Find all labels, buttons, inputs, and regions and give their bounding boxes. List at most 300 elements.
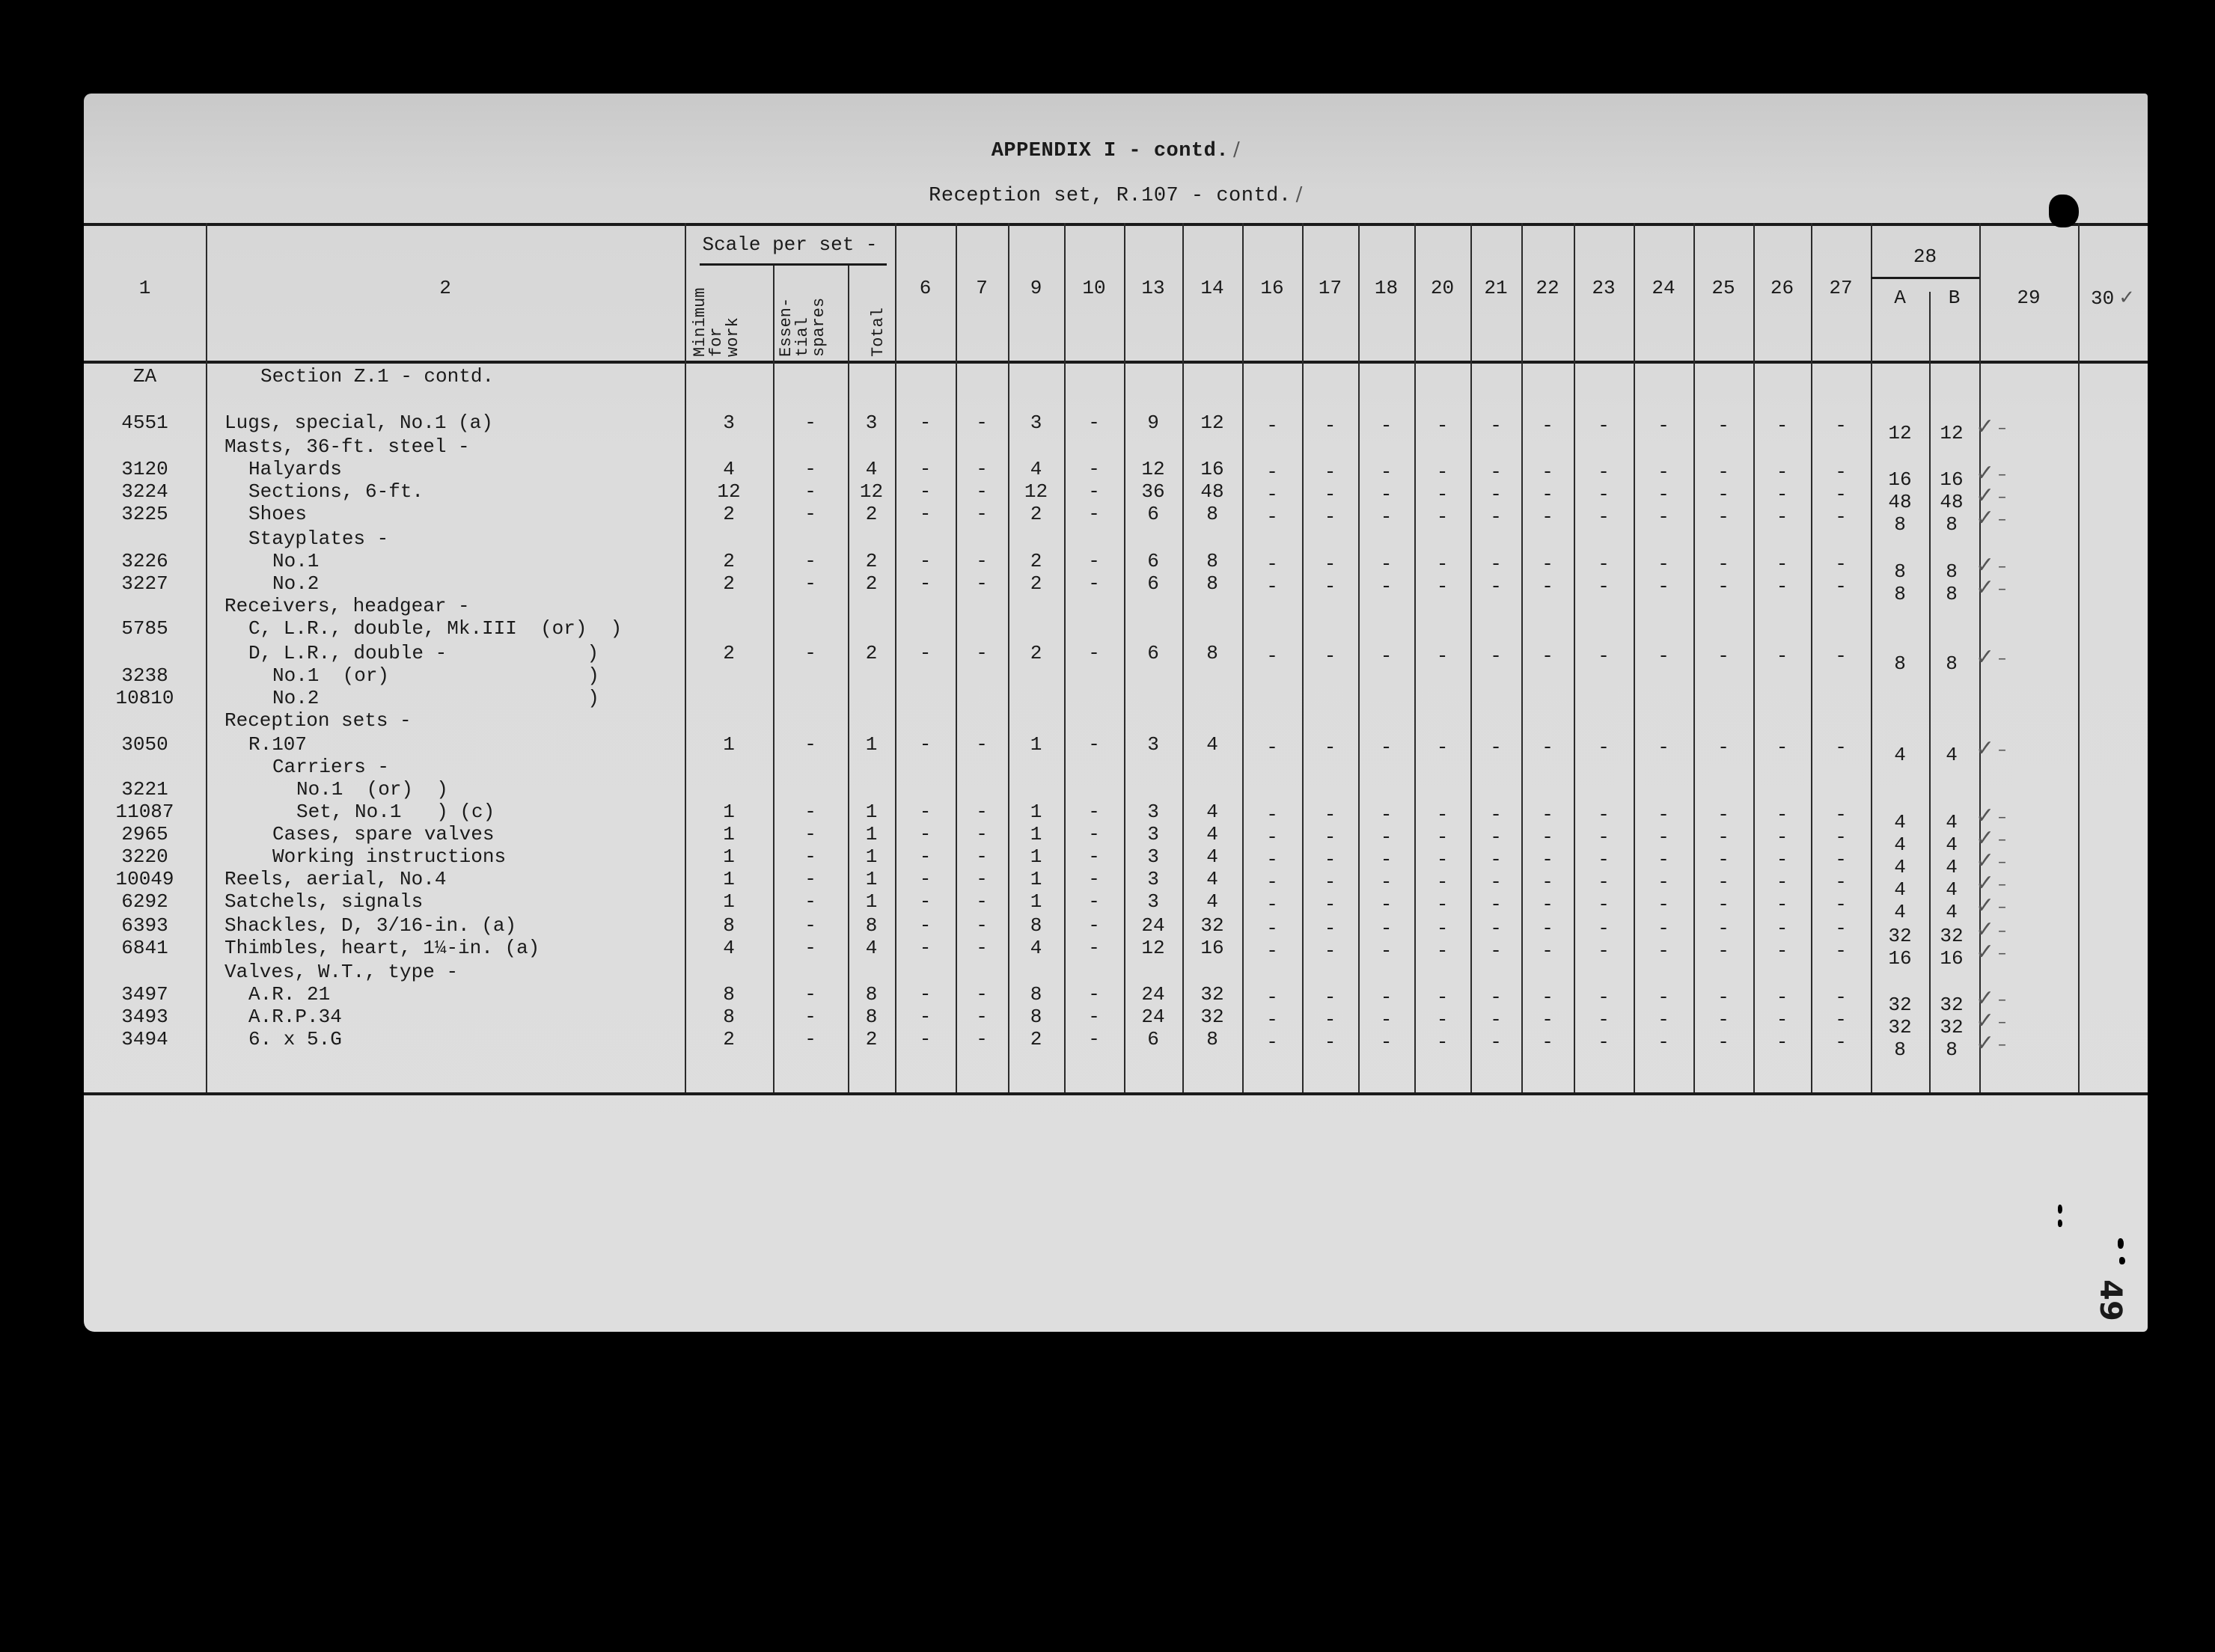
cell-c9: 2 <box>1030 503 1042 525</box>
cell-dash: - <box>1835 483 1847 506</box>
item-description: A.R. 21 <box>248 983 331 1006</box>
cell-dash: - <box>1598 736 1610 759</box>
section-label: Section Z.1 - contd. <box>260 365 495 388</box>
cell-dash: - <box>1436 1031 1449 1053</box>
cell-ess: - <box>804 845 816 868</box>
item-description: C, L.R., double, Mk.III (or) ) <box>248 617 623 640</box>
cell-c9: 4 <box>1030 458 1042 480</box>
cell-dash: - <box>1266 483 1278 506</box>
cell-dash: - <box>1598 645 1610 667</box>
cell-c14: 48 <box>1200 480 1224 503</box>
cell-dash: - <box>1776 848 1788 871</box>
cell-c6: - <box>919 503 932 525</box>
cell-dash: - <box>1835 893 1847 916</box>
cell-dash: - <box>1542 575 1553 598</box>
cell-28a: 32 <box>1888 925 1912 947</box>
cell-c14: 16 <box>1200 937 1224 959</box>
cell-ess: - <box>804 801 816 823</box>
cell-total: 1 <box>865 890 878 913</box>
cell-dash: - <box>1380 917 1393 940</box>
cell-dash: - <box>1380 414 1393 437</box>
cell-c13: 6 <box>1147 572 1159 595</box>
item-description: Halyards <box>248 458 342 480</box>
cell-dash: - <box>1436 893 1449 916</box>
item-code: 3224 <box>121 480 168 503</box>
cell-dash: - <box>1598 848 1610 871</box>
cell-dash: - <box>1717 1009 1729 1031</box>
cell-28b: 32 <box>1940 925 1964 947</box>
cell-c13: 6 <box>1147 1028 1159 1050</box>
appendix-title-text: APPENDIX I - contd. <box>991 140 1229 162</box>
cell-dash: - <box>1658 414 1669 437</box>
item-code: 2965 <box>121 823 168 845</box>
cell-dash: - <box>1658 826 1669 848</box>
appendix-subtitle <box>84 183 2148 207</box>
tick-mark: ✓ <box>2118 287 2135 309</box>
cell-dash: - <box>1776 506 1788 528</box>
cell-c10: - <box>1088 823 1100 845</box>
col-29-header: 29 <box>2017 287 2041 309</box>
cell-c13: 36 <box>1141 480 1165 503</box>
cell-dash: - <box>1658 506 1669 528</box>
page-number: 49 <box>2092 1279 2127 1321</box>
cell-dash: - <box>1436 826 1449 848</box>
item-description: Thimbles, heart, 1¼-in. (a) <box>224 937 540 959</box>
cell-c7: - <box>976 914 988 937</box>
item-code: 10049 <box>115 868 174 890</box>
cell-c9: 1 <box>1030 890 1042 913</box>
cell-c9: 3 <box>1030 412 1042 434</box>
item-description: Working instructions <box>272 845 507 868</box>
cell-c6: - <box>919 914 932 937</box>
cell-c10: - <box>1088 937 1100 959</box>
cell-dash: - <box>1717 893 1729 916</box>
cell-dash: - <box>1490 506 1502 528</box>
cell-c9: 2 <box>1030 550 1042 572</box>
cell-28a: 4 <box>1894 833 1906 856</box>
cell-28a: 8 <box>1894 652 1906 675</box>
cell-c14: 16 <box>1200 458 1224 480</box>
cell-c14: 32 <box>1200 983 1224 1006</box>
cell-c7: - <box>976 642 988 664</box>
cell-c6: - <box>919 480 932 503</box>
cell-total: 1 <box>865 733 878 756</box>
cell-dash: - <box>1717 736 1729 759</box>
cell-min: 8 <box>723 983 735 1006</box>
document-page <box>84 94 2148 1332</box>
cell-c13: 24 <box>1141 914 1165 937</box>
cell-dash: - <box>1266 893 1278 916</box>
cell-dash: - <box>1324 848 1336 871</box>
item-code: 3226 <box>121 550 168 572</box>
cell-c9: 1 <box>1030 733 1042 756</box>
item-description: A.R.P.34 <box>248 1006 342 1028</box>
cell-total: 1 <box>865 823 878 845</box>
item-description: R.107 <box>248 733 308 756</box>
cell-c14: 8 <box>1206 572 1218 595</box>
cell-dash: - <box>1658 461 1669 483</box>
cell-min: 1 <box>723 845 735 868</box>
cell-dash: - <box>1324 804 1336 826</box>
col-9-header: 9 <box>1030 277 1042 299</box>
cell-dash: - <box>1490 986 1502 1009</box>
cell-dash: - <box>1490 461 1502 483</box>
cell-c10: - <box>1088 550 1100 572</box>
cell-min: 2 <box>723 1028 735 1050</box>
cell-dash: - <box>1542 461 1553 483</box>
item-description: No.1 (or) ) <box>272 664 599 687</box>
cell-c6: - <box>919 412 932 434</box>
cell-dash: - <box>1490 483 1502 506</box>
cell-ess: - <box>804 890 816 913</box>
cell-c10: - <box>1088 572 1100 595</box>
cell-28a: 4 <box>1894 744 1906 766</box>
col-10-header: 10 <box>1082 277 1106 299</box>
dash-mark: – <box>1998 580 2006 599</box>
cell-28b: 16 <box>1940 947 1964 970</box>
cell-28a: 32 <box>1888 1016 1912 1038</box>
dash-mark: – <box>1998 944 2006 963</box>
check-mark: ✓ <box>1976 985 1995 1012</box>
cell-c7: - <box>976 845 988 868</box>
cell-c14: 32 <box>1200 1006 1224 1028</box>
cell-c10: - <box>1088 801 1100 823</box>
item-code: 5785 <box>121 617 168 640</box>
cell-min: 2 <box>723 550 735 572</box>
cell-c13: 6 <box>1147 550 1159 572</box>
cell-c7: - <box>976 480 988 503</box>
cell-dash: - <box>1490 736 1502 759</box>
cell-c9: 1 <box>1030 801 1042 823</box>
cell-c13: 24 <box>1141 1006 1165 1028</box>
cell-total: 4 <box>865 937 878 959</box>
check-mark: ✓ <box>1976 414 1995 440</box>
cell-dash: - <box>1658 553 1669 575</box>
cell-c10: - <box>1088 890 1100 913</box>
cell-total: 1 <box>865 801 878 823</box>
item-description: Carriers - <box>272 756 390 778</box>
check-mark: ✓ <box>1976 825 1995 851</box>
cell-ess: - <box>804 868 816 890</box>
cell-c14: 4 <box>1206 801 1218 823</box>
cell-c13: 24 <box>1141 983 1165 1006</box>
cell-dash: - <box>1490 414 1502 437</box>
cell-dash: - <box>1380 483 1393 506</box>
cell-c9: 8 <box>1030 914 1042 937</box>
cell-28a: 16 <box>1888 468 1912 491</box>
col-2-header: 2 <box>439 277 451 299</box>
dash-mark: – <box>1998 557 2006 576</box>
cell-ess: - <box>804 823 816 845</box>
cell-total: 2 <box>865 642 878 664</box>
cell-dash: - <box>1776 1031 1788 1053</box>
cell-dash: - <box>1542 645 1553 667</box>
cell-dash: - <box>1324 506 1336 528</box>
cell-c9: 2 <box>1030 642 1042 664</box>
cell-ess: - <box>804 550 816 572</box>
cell-28a: 4 <box>1894 878 1906 901</box>
item-code: 11087 <box>115 801 174 823</box>
cell-total: 2 <box>865 572 878 595</box>
cell-c6: - <box>919 733 932 756</box>
dash-mark: – <box>1998 465 2006 484</box>
dash-mark: – <box>1998 1035 2006 1054</box>
cell-dash: - <box>1324 575 1336 598</box>
col-17-header: 17 <box>1318 277 1342 299</box>
cell-dash: - <box>1717 940 1729 962</box>
cell-c14: 4 <box>1206 733 1218 756</box>
cell-dash: - <box>1266 871 1278 893</box>
cell-c9: 2 <box>1030 1028 1042 1050</box>
cell-dash: - <box>1717 575 1729 598</box>
tick-mark: / <box>1295 183 1303 206</box>
check-mark: ✓ <box>1976 917 1995 943</box>
appendix-subtitle-text: Reception set, R.107 - contd. <box>929 185 1292 207</box>
cell-dash: - <box>1436 483 1449 506</box>
item-description: Satchels, signals <box>224 890 424 913</box>
cell-dash: - <box>1542 553 1553 575</box>
cell-dash: - <box>1598 871 1610 893</box>
cell-dash: - <box>1835 848 1847 871</box>
essential-spares-header: Essen- tial spares <box>777 297 828 357</box>
cell-dash: - <box>1658 645 1669 667</box>
page-mark-dot <box>2058 1205 2062 1214</box>
cell-28a: 8 <box>1894 560 1906 583</box>
item-code: 6841 <box>121 937 168 959</box>
dash-mark: – <box>1998 853 2006 872</box>
item-description: Masts, 36-ft. steel - <box>224 435 470 458</box>
cell-dash: - <box>1380 804 1393 826</box>
scale-per-set-header: Scale per set - <box>702 233 878 256</box>
cell-dash: - <box>1436 575 1449 598</box>
cell-c7: - <box>976 503 988 525</box>
cell-c14: 4 <box>1206 890 1218 913</box>
check-mark: ✓ <box>1976 735 1995 762</box>
cell-dash: - <box>1266 645 1278 667</box>
cell-total: 2 <box>865 503 878 525</box>
cell-dash: - <box>1436 553 1449 575</box>
cell-c14: 4 <box>1206 868 1218 890</box>
cell-ess: - <box>804 642 816 664</box>
cell-dash: - <box>1436 940 1449 962</box>
cell-dash: - <box>1658 483 1669 506</box>
cell-dash: - <box>1324 483 1336 506</box>
cell-28b: 16 <box>1940 468 1964 491</box>
cell-28b: 8 <box>1946 560 1958 583</box>
total-header: Total <box>869 307 887 357</box>
item-code: 3220 <box>121 845 168 868</box>
cell-ess: - <box>804 458 816 480</box>
cell-dash: - <box>1436 414 1449 437</box>
col-25-header: 25 <box>1711 277 1735 299</box>
cell-c13: 12 <box>1141 937 1165 959</box>
cell-c14: 32 <box>1200 914 1224 937</box>
item-code: 3221 <box>121 778 168 801</box>
cell-dash: - <box>1717 645 1729 667</box>
cell-c6: - <box>919 890 932 913</box>
cell-min: 2 <box>723 572 735 595</box>
cell-c13: 12 <box>1141 458 1165 480</box>
cell-c13: 6 <box>1147 503 1159 525</box>
cell-dash: - <box>1598 483 1610 506</box>
cell-dash: - <box>1835 575 1847 598</box>
cell-dash: - <box>1324 736 1336 759</box>
cell-dash: - <box>1598 986 1610 1009</box>
cell-dash: - <box>1776 804 1788 826</box>
cell-c14: 8 <box>1206 642 1218 664</box>
col-14-header: 14 <box>1200 277 1224 299</box>
cell-28a: 8 <box>1894 583 1906 605</box>
item-code: 3227 <box>121 572 168 595</box>
cell-c10: - <box>1088 503 1100 525</box>
cell-total: 2 <box>865 550 878 572</box>
col-13-header: 13 <box>1141 277 1165 299</box>
cell-dash: - <box>1324 826 1336 848</box>
cell-dash: - <box>1835 553 1847 575</box>
cell-c9: 1 <box>1030 845 1042 868</box>
cell-dash: - <box>1598 826 1610 848</box>
item-code: 3225 <box>121 503 168 525</box>
cell-c13: 3 <box>1147 801 1159 823</box>
check-mark: ✓ <box>1976 893 1995 919</box>
cell-c6: - <box>919 458 932 480</box>
cell-28b: 4 <box>1946 901 1958 923</box>
item-code: 4551 <box>121 412 168 434</box>
cell-dash: - <box>1776 414 1788 437</box>
item-code: 3120 <box>121 458 168 480</box>
cell-dash: - <box>1542 917 1553 940</box>
check-mark: ✓ <box>1976 644 1995 670</box>
cell-dash: - <box>1324 1031 1336 1053</box>
cell-c6: - <box>919 1006 932 1028</box>
cell-28b: 12 <box>1940 422 1964 444</box>
cell-dash: - <box>1776 1009 1788 1031</box>
dash-mark: – <box>1998 419 2006 438</box>
cell-dash: - <box>1324 645 1336 667</box>
cell-c10: - <box>1088 642 1100 664</box>
cell-dash: - <box>1717 826 1729 848</box>
cell-dash: - <box>1266 848 1278 871</box>
cell-dash: - <box>1835 871 1847 893</box>
cell-total: 1 <box>865 868 878 890</box>
cell-dash: - <box>1542 826 1553 848</box>
cell-c14: 8 <box>1206 550 1218 572</box>
cell-dash: - <box>1658 871 1669 893</box>
cell-c7: - <box>976 983 988 1006</box>
cell-min: 8 <box>723 914 735 937</box>
cell-dash: - <box>1598 506 1610 528</box>
dash-mark: – <box>1998 922 2006 940</box>
check-mark: ✓ <box>1976 483 1995 509</box>
cell-total: 8 <box>865 983 878 1006</box>
dash-mark: – <box>1998 1013 2006 1032</box>
cell-dash: - <box>1490 871 1502 893</box>
section-code: ZA <box>132 365 157 388</box>
cell-ess: - <box>804 983 816 1006</box>
cell-dash: - <box>1324 461 1336 483</box>
cell-dash: - <box>1490 1031 1502 1053</box>
cell-c7: - <box>976 733 988 756</box>
cell-28b: 8 <box>1946 652 1958 675</box>
cell-28a: 32 <box>1888 994 1912 1016</box>
cell-dash: - <box>1598 1009 1610 1031</box>
dash-mark: – <box>1998 991 2006 1009</box>
cell-dash: - <box>1835 414 1847 437</box>
check-mark: ✓ <box>1976 870 1995 896</box>
cell-28a: 4 <box>1894 811 1906 833</box>
cell-c13: 3 <box>1147 823 1159 845</box>
cell-c9: 8 <box>1030 1006 1042 1028</box>
cell-dash: - <box>1266 506 1278 528</box>
cell-dash: - <box>1266 826 1278 848</box>
cell-dash: - <box>1835 1031 1847 1053</box>
cell-c14: 8 <box>1206 503 1218 525</box>
cell-c14: 4 <box>1206 845 1218 868</box>
cell-dash: - <box>1490 826 1502 848</box>
cell-min: 1 <box>723 801 735 823</box>
cell-dash: - <box>1598 553 1610 575</box>
cell-dash: - <box>1490 804 1502 826</box>
check-mark: ✓ <box>1976 848 1995 874</box>
item-code: 3493 <box>121 1006 168 1028</box>
cell-dash: - <box>1717 461 1729 483</box>
cell-dash: - <box>1598 461 1610 483</box>
cell-dash: - <box>1658 893 1669 916</box>
column-divider <box>773 263 775 1092</box>
cell-dash: - <box>1436 506 1449 528</box>
cell-dash: - <box>1380 645 1393 667</box>
cell-total: 12 <box>859 480 884 503</box>
column-divider <box>848 263 849 1092</box>
cell-c9: 8 <box>1030 983 1042 1006</box>
col-1-header: 1 <box>138 277 151 299</box>
cell-dash: - <box>1776 483 1788 506</box>
cell-dash: - <box>1490 553 1502 575</box>
cell-dash: - <box>1380 848 1393 871</box>
col-18-header: 18 <box>1374 277 1399 299</box>
cell-dash: - <box>1380 553 1393 575</box>
item-code: 3497 <box>121 983 168 1006</box>
col-28a-header: A <box>1894 287 1906 309</box>
item-code: 3238 <box>121 664 168 687</box>
col-28b-header: B <box>1948 287 1961 309</box>
cell-ess: - <box>804 1006 816 1028</box>
cell-min: 2 <box>723 503 735 525</box>
item-description: D, L.R., double - ) <box>248 642 599 664</box>
cell-dash: - <box>1835 826 1847 848</box>
cell-min: 4 <box>723 937 735 959</box>
cell-c14: 4 <box>1206 823 1218 845</box>
cell-c7: - <box>976 823 988 845</box>
cell-dash: - <box>1776 917 1788 940</box>
cell-c6: - <box>919 937 932 959</box>
cell-dash: - <box>1490 893 1502 916</box>
cell-28a: 16 <box>1888 947 1912 970</box>
cell-dash: - <box>1266 736 1278 759</box>
col-26-header: 26 <box>1770 277 1794 299</box>
page-mark-dot <box>2058 1220 2062 1227</box>
dash-mark: – <box>1998 898 2006 917</box>
col-20-header: 20 <box>1430 277 1455 299</box>
item-code: 3050 <box>121 733 168 756</box>
cell-total: 2 <box>865 1028 878 1050</box>
item-description: Shackles, D, 3/16-in. (a) <box>224 914 517 937</box>
cell-28b: 8 <box>1946 583 1958 605</box>
cell-28b: 8 <box>1946 513 1958 536</box>
item-description: No.2 <box>272 572 320 595</box>
col-7-header: 7 <box>976 277 988 299</box>
cell-dash: - <box>1380 736 1393 759</box>
